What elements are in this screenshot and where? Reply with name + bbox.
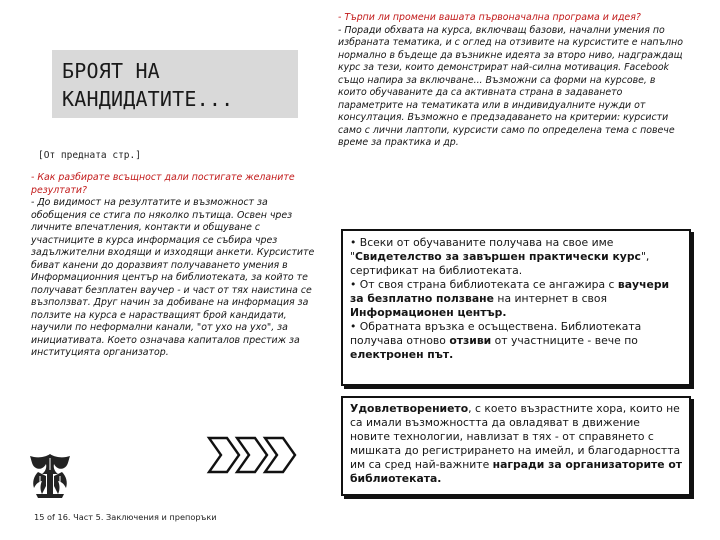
text: , с което възрастните хора, които не са имали възможността да овладяват в движение новите технологии, навлизат в тях - от справянето с мишката до регистрирането на имейл, и благодарността им са сред най-важните: [350, 402, 681, 471]
highlight: Информационен център.: [350, 306, 507, 319]
text: • Обратната връзка е осъществена. Библиотеката получава отново: [350, 320, 642, 347]
highlight: Свидетелство за завършен практически курс: [354, 250, 641, 263]
left-answer: - До видимост на резултатите и възможност за обобщения се стига по няколко пътища. Освен чрез личните впечатления, контакти и общуване с участниците в курса информация се събира чрез задължителни входящи и изходящи анкети. Курсистите биват канени до доразвият получаването умения в Информационния център на библиотеката, за който те получават безплатен ваучер - и част от тях наистина се възползват. Друг начин за добиване на информация за ползите на курса е нарастващият брой кандидати, научили по неформални канали, "от ухо на ухо", за инициативата. Което означава капиталов престиж за институцията организатор.: [31, 197, 315, 358]
text: ", сертификат на библиотеката.: [350, 250, 650, 277]
highlight: електронен път.: [350, 348, 454, 361]
chevron-arrows-icon: [205, 434, 305, 476]
right-interview-block: [338, 12, 686, 150]
outcomes-box: [341, 229, 691, 386]
right-question: - Търпи ли промени вашата първоначална програма и идея?: [338, 12, 641, 23]
library-logo-icon: [22, 448, 78, 504]
right-answer: - Поради обхвата на курса, включващ базови, начални умения по избраната тематика, и с оглед на отзивите на курсистите е напълно нормално в бъдеще да възникне идеята за второ ниво, надграждащ курс за тези, които демонстрират най-силна мотивация. Facebook също напира за включване... Възможни са форми на курсове, в които обучаваните да са активната страна в задаването параметрите на тематиката или в индивидуалните нужди от консултация. Възможно е предзадаването на критерии: курсисти само с лични лаптопи, курсисти само по определена тема с повече време за практика и др.: [338, 24, 684, 148]
text: на интернет в своя: [493, 292, 607, 305]
satisfaction-box: [341, 396, 691, 496]
page-footer: 15 of 16. Част 5. Заключения и препоръки: [34, 512, 217, 522]
highlight: отзиви: [449, 334, 492, 347]
text: • Всеки от обучаваните получава на свое име ": [350, 236, 614, 263]
outcome-vouchers: [350, 278, 683, 320]
left-question: - Как разбирате всъщност дали постигате желаните резултати?: [31, 172, 295, 196]
outcome-certificate: [350, 236, 683, 278]
title-box: [52, 50, 298, 118]
highlight: ваучери за безплатно ползване: [350, 278, 670, 305]
highlight: Удовлетворението: [350, 402, 469, 415]
satisfaction-text: [350, 402, 683, 486]
text: от участниците - вече по: [491, 334, 638, 347]
page-title: БРОЯТ НА КАНДИДАТИТЕ...: [62, 59, 234, 111]
left-interview-block: [31, 172, 319, 360]
outcome-feedback: [350, 320, 683, 362]
prev-page-note: [От предната стр.]: [38, 150, 141, 161]
text: • От своя страна библиотеката се ангажира с: [350, 278, 618, 291]
highlight: награди за организаторите от библиотеката.: [350, 458, 683, 485]
